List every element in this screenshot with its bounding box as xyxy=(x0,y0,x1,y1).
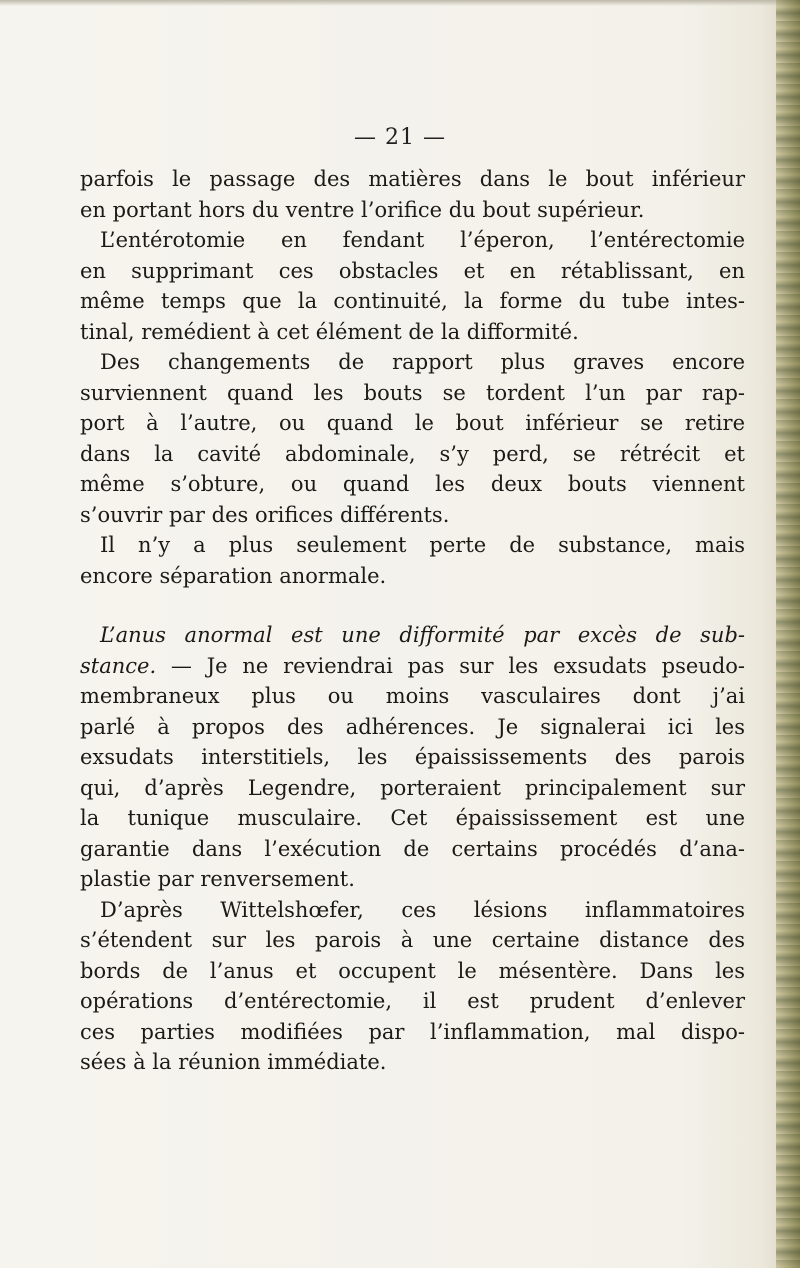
body-text xyxy=(80,164,745,1078)
text-line: encore séparation anormale. xyxy=(80,563,387,588)
text-line: exsudats interstitiels, les épaississements des parois xyxy=(80,745,745,769)
text-line: tinal, remédient à cet élément de la difformité. xyxy=(80,319,579,344)
text-line: même temps que la continuité, la forme du tube intes- xyxy=(80,289,745,313)
section-heading: L’anus anormal est une difformité par excès de sub- xyxy=(100,623,745,647)
text-line: Il n’y a plus seulement perte de substance, mais xyxy=(100,533,745,557)
text-line: ces parties modifiées par l’inflammation, mal dispo- xyxy=(80,1019,745,1044)
page-binding-edge xyxy=(776,0,800,1268)
text-line: dans la cavité abdominale, s’y perd, se rétrécit et xyxy=(80,441,745,466)
text-line xyxy=(80,620,745,651)
text-line: port à l’autre, ou quand le bout inférieur se retire xyxy=(80,411,745,435)
text-line: s’ouvrir par des orifices différents. xyxy=(80,502,450,527)
text-line: sées à la réunion immédiate. xyxy=(80,1050,387,1074)
paragraph xyxy=(80,347,745,530)
text-line: membraneux plus ou moins vasculaires dont j’ai xyxy=(80,684,745,708)
text-line: en supprimant ces obstacles et en rétablissant, en xyxy=(80,258,745,283)
text-line: D’après Wittelshœfer, ces lésions inflammatoires xyxy=(100,897,745,922)
text-line: parlé à propos des adhérences. Je signalerai ici les xyxy=(80,714,745,739)
text-line: qui, d’après Legendre, porteraient principalement sur xyxy=(80,775,745,800)
paragraph xyxy=(80,164,745,225)
text-line: Des changements de rapport plus graves encore xyxy=(100,350,745,374)
text-line: s’étendent sur les parois à une certaine distance des xyxy=(80,928,745,952)
paragraph xyxy=(80,620,745,895)
paragraph xyxy=(80,225,745,347)
text-line xyxy=(80,651,745,682)
text-line: même s’obture, ou quand les deux bouts viennent xyxy=(80,472,745,496)
text-line: en portant hors du ventre l’orifice du bout supérieur. xyxy=(80,197,645,222)
text-line: L’entérotomie en fendant l’éperon, l’entérectomie xyxy=(100,228,745,252)
text-line: plastie par renversement. xyxy=(80,867,355,891)
page-top-shadow xyxy=(0,0,800,6)
text-line: surviennent quand les bouts se tordent l’un par rap- xyxy=(80,380,745,405)
text-line: la tunique musculaire. Cet épaississement est une xyxy=(80,806,745,830)
text-run: — Je ne reviendrai pas sur les exsudats pseudo- xyxy=(156,653,745,678)
page-number: — 21 — xyxy=(354,125,446,150)
paragraph xyxy=(80,530,745,591)
text-line: bords de l’anus et occupent le mésentère. Dans les xyxy=(80,958,745,983)
text-line: opérations d’entérectomie, il est prudent d’enlever xyxy=(80,989,745,1013)
paragraph xyxy=(80,895,745,1078)
text-line: garantie dans l’exécution de certains procédés d’ana- xyxy=(80,836,745,861)
section-gap xyxy=(80,591,745,620)
text-line: parfois le passage des matières dans le bout inférieur xyxy=(80,167,745,191)
section-heading-end: stance. xyxy=(80,653,157,678)
